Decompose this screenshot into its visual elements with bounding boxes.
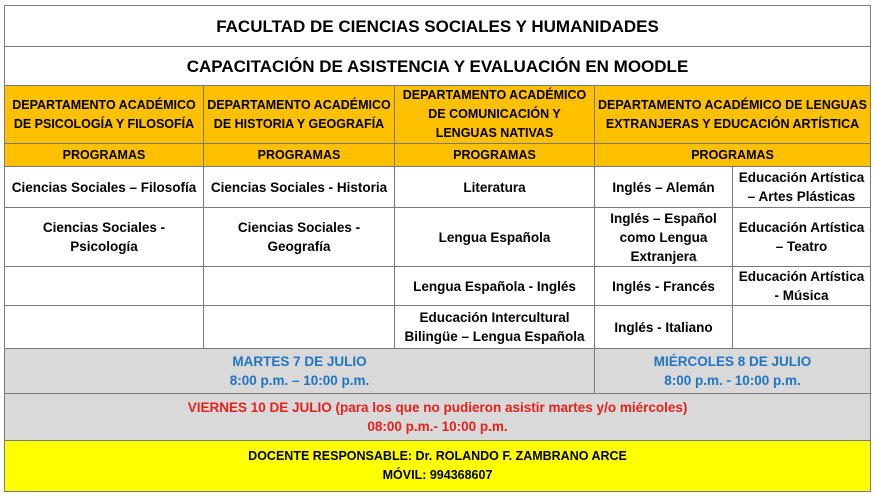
program-cell: Inglés - Italiano <box>595 306 733 349</box>
program-cell: Educación Artística - Música <box>733 267 871 306</box>
dept-comunicacion-lenguas-nativas: DEPARTAMENTO ACADÉMICO DE COMUNICACIÓN Y LENGUAS NATIVAS <box>395 86 595 144</box>
program-cell: Inglés - Francés <box>595 267 733 306</box>
program-cell: Educación Intercultural Bilingüe – Lengua Española <box>395 306 595 349</box>
programs-header: PROGRAMAS <box>5 144 204 167</box>
programs-header: PROGRAMAS <box>395 144 595 167</box>
dept-historia-geografia: DEPARTAMENTO ACADÉMICO DE HISTORIA Y GEOGRAFÍA <box>204 86 395 144</box>
program-cell: Ciencias Sociales - Historia <box>204 167 395 208</box>
program-cell: Literatura <box>395 167 595 208</box>
empty-cell <box>733 306 871 349</box>
programs-header: PROGRAMAS <box>204 144 395 167</box>
session-time: 08:00 p.m.- 10:00 p.m. <box>367 419 508 434</box>
dept-psicologia-filosofia: DEPARTAMENTO ACADÉMICO DE PSICOLOGÍA Y FILOSOFÍA <box>5 86 204 144</box>
dept-lenguas-extranjeras-artistica: DEPARTAMENTO ACADÉMICO DE LENGUAS EXTRANJERAS Y EDUCACIÓN ARTÍSTICA <box>595 86 871 144</box>
program-cell: Educación Artística – Teatro <box>733 208 871 267</box>
program-cell: Inglés – Alemán <box>595 167 733 208</box>
wednesday-session <box>595 349 871 394</box>
program-cell: Ciencias Sociales – Filosofía <box>5 167 204 208</box>
program-cell: Lengua Española <box>395 208 595 267</box>
program-cell: Lengua Española - Inglés <box>395 267 595 306</box>
program-cell: Educación Artística – Artes Plásticas <box>733 167 871 208</box>
session-time: 8:00 p.m. – 10:00 p.m. <box>229 373 370 388</box>
program-cell: Ciencias Sociales - Psicología <box>5 208 204 267</box>
schedule-table <box>4 5 871 492</box>
session-time: 8:00 p.m. - 10:00 p.m. <box>664 373 801 388</box>
session-day: MIÉRCOLES 8 DE JULIO <box>653 354 812 369</box>
program-cell: Inglés – Español como Lengua Extranjera <box>595 208 733 267</box>
faculty-title: FACULTAD DE CIENCIAS SOCIALES Y HUMANIDADES <box>5 6 871 47</box>
training-title: CAPACITACIÓN DE ASISTENCIA Y EVALUACIÓN EN MOODLE <box>5 47 871 86</box>
teacher-phone: MÓVIL: 994368607 <box>382 468 493 482</box>
empty-cell <box>204 306 395 349</box>
programs-header: PROGRAMAS <box>595 144 871 167</box>
responsible-teacher <box>5 441 871 492</box>
teacher-name: DOCENTE RESPONSABLE: Dr. ROLANDO F. ZAMBRANO ARCE <box>248 449 627 463</box>
session-day: VIERNES 10 DE JULIO (para los que no pudieron asistir martes y/o miércoles) <box>187 400 688 415</box>
tuesday-session <box>5 349 595 394</box>
empty-cell <box>5 306 204 349</box>
program-cell: Ciencias Sociales - Geografía <box>204 208 395 267</box>
empty-cell <box>5 267 204 306</box>
friday-session <box>5 394 871 441</box>
empty-cell <box>204 267 395 306</box>
session-day: MARTES 7 DE JULIO <box>232 354 367 369</box>
